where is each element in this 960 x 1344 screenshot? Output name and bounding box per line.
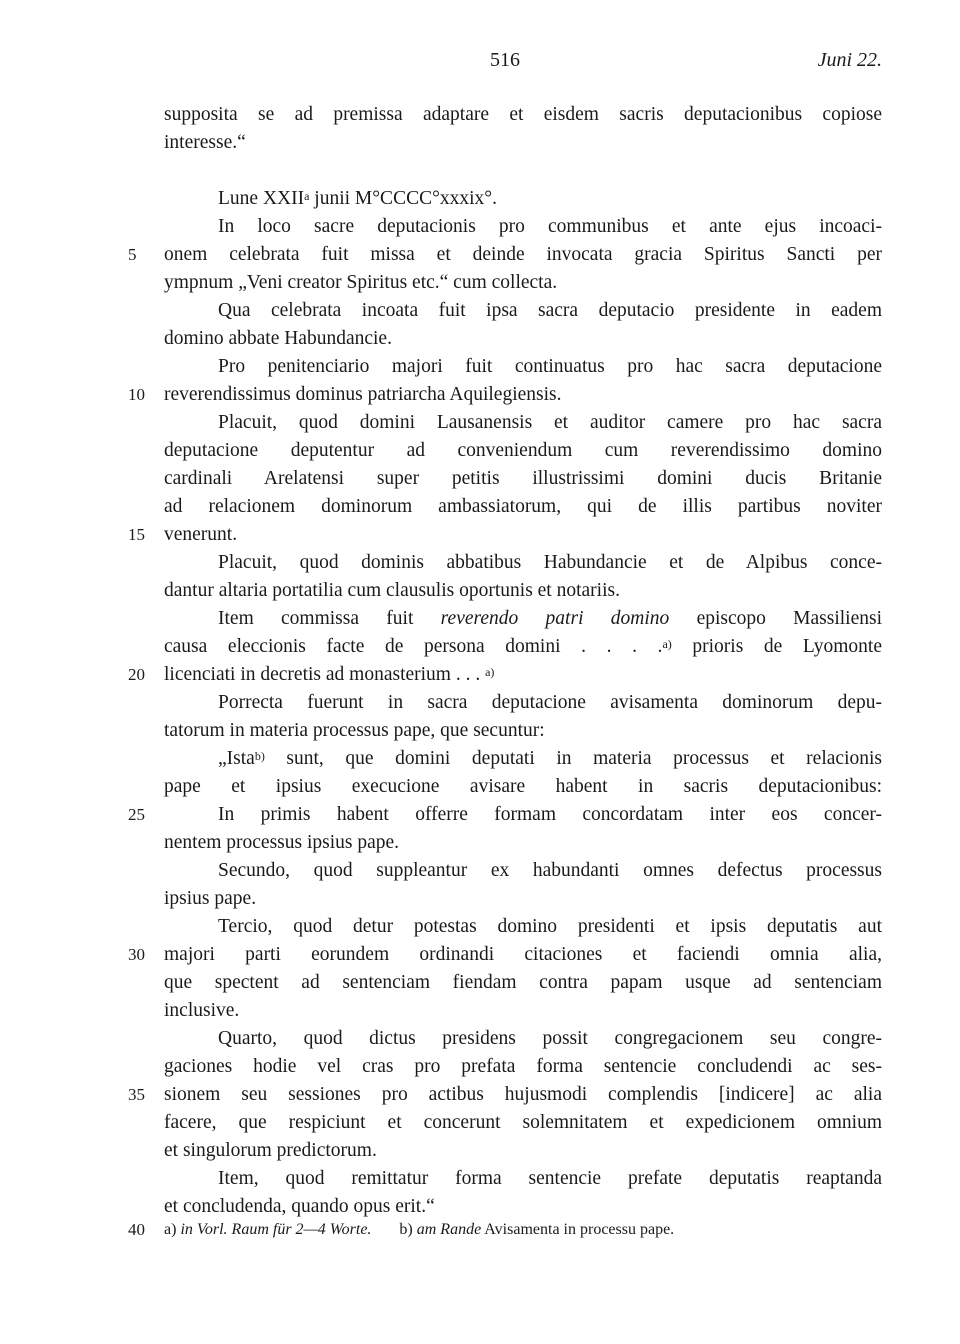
- line-text: facere, que respiciunt et concerunt solemnitatem et expedicionem omnium: [164, 1112, 882, 1133]
- page-number: 516: [490, 49, 520, 71]
- line-text: inclusive.: [164, 1000, 240, 1021]
- line-text: Porrecta fuerunt in sacra deputacione avisamenta dominorum depu-: [218, 692, 882, 713]
- line-text: Item commissa fuit: [218, 608, 441, 629]
- line-text: Qua celebrata incoata fuit ipsa sacra deputacio presidente in eadem: [218, 300, 882, 321]
- line-text: domino abbate Habundancie.: [164, 328, 392, 349]
- text-line: [164, 1192, 882, 1221]
- text-line: [218, 1024, 882, 1053]
- inline-text: a: [304, 189, 310, 203]
- footnote-b-mark: b): [399, 1221, 413, 1238]
- inline-text: b): [254, 749, 265, 763]
- line-text: pape et ipsius execucione avisare habent in sacris deputacionibus:: [164, 776, 882, 797]
- text-line: [164, 828, 882, 857]
- line-text: licenciati in decretis ad monasterium . . .: [164, 664, 486, 685]
- line-text: onem celebrata fuit missa et deinde invocata gracia Spiritus Sancti per: [164, 244, 882, 265]
- line-text: gaciones hodie vel cras pro prefata forma sentencie concludendi ac ses-: [164, 1056, 882, 1077]
- line-number: 25: [128, 805, 145, 824]
- inline-text: reverendo patri domino: [440, 608, 670, 629]
- text-line: [218, 184, 882, 213]
- line-text: supposita se ad premissa adaptare et eisdem sacris deputacionibus copiose: [164, 104, 882, 125]
- text-line: [164, 968, 882, 997]
- running-head: Juni 22.: [817, 49, 882, 71]
- text-line: [218, 296, 882, 325]
- text-line: [218, 912, 882, 941]
- text-line: [164, 884, 882, 913]
- inline-text: a): [662, 637, 672, 651]
- text-line: [218, 604, 882, 633]
- text-line: [218, 856, 882, 885]
- line-number: 10: [128, 385, 145, 404]
- text-line: [164, 436, 882, 465]
- text-line: [164, 1136, 882, 1165]
- line-text: venerunt.: [164, 524, 238, 545]
- line-text: In primis habent offerre formam concordatam inter eos concer-: [218, 804, 882, 825]
- line-number: 5: [128, 245, 137, 264]
- text-line: [164, 464, 882, 493]
- text-line: [218, 352, 882, 381]
- line-number: 15: [128, 525, 145, 544]
- line-text: Placuit, quod domini Lausanensis et auditor camere pro hac sacra: [218, 412, 882, 433]
- text-line: [164, 576, 882, 605]
- footnote-b-italic: am Rande: [416, 1221, 482, 1238]
- line-text: „Ista: [218, 748, 255, 769]
- text-line: [218, 744, 882, 773]
- line-text: reverendissimus dominus patriarcha Aquilegiensis.: [164, 384, 562, 405]
- footnote-a-mark: a): [164, 1221, 177, 1238]
- text-line: [164, 324, 882, 353]
- line-text: ipsius pape.: [164, 888, 257, 909]
- line-text: Lune XXII: [218, 188, 305, 209]
- text-line: [164, 1108, 882, 1137]
- line-text: deputacione deputentur ad conveniendum cum reverendissimo domino: [164, 440, 882, 461]
- line-text: ympnum „Veni creator Spiritus etc.“ cum collecta.: [164, 272, 558, 293]
- line-text: que spectent ad sentenciam fiendam contra papam usque ad sentenciam: [164, 972, 882, 993]
- footnote-b-text: Avisamenta in processu pape.: [481, 1221, 675, 1238]
- text-line: [164, 632, 882, 661]
- line-text: dantur altaria portatilia cum clausulis oportunis et notariis.: [164, 580, 620, 601]
- text-line: [164, 1080, 882, 1109]
- text-line: [164, 492, 882, 521]
- text-line: [164, 772, 882, 801]
- inline-text: episcopo Massiliensi: [669, 608, 883, 629]
- line-text: ad relacionem dominorum ambassiatorum, qui de illis partibus noviter: [164, 496, 882, 517]
- line-text: Secundo, quod suppleantur ex habundanti omnes defectus processus: [218, 860, 882, 881]
- line-text: majori parti eorundem ordinandi citaciones et faciendi omnia alia,: [164, 944, 882, 965]
- footnote-a-text: in Vorl. Raum für 2—4 Worte.: [180, 1221, 372, 1238]
- text-line: [164, 380, 882, 409]
- text-line: [218, 408, 882, 437]
- line-text: cardinali Arelatensi super petitis illustrissimi domini ducis Britanie: [164, 468, 882, 489]
- text-line: [218, 1164, 882, 1193]
- inline-text: prioris de Lyomonte: [671, 636, 882, 657]
- line-text: interesse.“: [164, 132, 246, 153]
- text-line: [164, 240, 882, 269]
- line-number: 30: [128, 945, 145, 964]
- text-line: [164, 940, 882, 969]
- inline-text: sunt, que domini deputati in materia processus et relacionis: [264, 748, 882, 769]
- line-text: causa eleccionis facte de persona domini . . . .: [164, 636, 663, 657]
- line-text: Quarto, quod dictus presidens possit congregacionem seu congre-: [218, 1028, 882, 1049]
- line-text: sionem seu sessiones pro actibus hujusmodi complendis [indicere] ac alia: [164, 1084, 882, 1105]
- line-text: et singulorum predictorum.: [164, 1140, 377, 1161]
- line-number: 40: [128, 1220, 145, 1239]
- text-line: [164, 128, 882, 157]
- inline-text: junii M°CCCC°xxxix°.: [309, 188, 497, 209]
- footnotes: [164, 1218, 882, 1242]
- inline-text: a): [485, 665, 495, 679]
- line-number: 20: [128, 665, 145, 684]
- line-text: Tercio, quod detur potestas domino presidenti et ipsis deputatis aut: [218, 916, 882, 937]
- line-number: 35: [128, 1085, 145, 1104]
- text-line: [164, 996, 882, 1025]
- line-text: In loco sacre deputacionis pro communibus et ante ejus incoaci-: [218, 216, 882, 237]
- line-text: Placuit, quod dominis abbatibus Habundancie et de Alpibus conce-: [218, 552, 882, 573]
- text-line: [218, 800, 882, 829]
- line-text: Pro penitenciario majori fuit continuatus pro hac sacra deputacione: [218, 356, 882, 377]
- line-text: nentem processus ipsius pape.: [164, 832, 400, 853]
- text-line: [164, 660, 882, 689]
- line-text: Item, quod remittatur forma sentencie prefate deputatis reaptanda: [218, 1168, 882, 1189]
- text-line: [218, 688, 882, 717]
- text-line: [164, 520, 882, 549]
- text-line: [164, 100, 882, 129]
- line-text: tatorum in materia processus pape, que secuntur:: [164, 720, 545, 741]
- text-line: [218, 548, 882, 577]
- text-line: [218, 212, 882, 241]
- line-text: et concludenda, quando opus erit.“: [164, 1196, 435, 1217]
- text-line: [164, 1052, 882, 1081]
- text-line: [164, 268, 882, 297]
- text-line: [164, 716, 882, 745]
